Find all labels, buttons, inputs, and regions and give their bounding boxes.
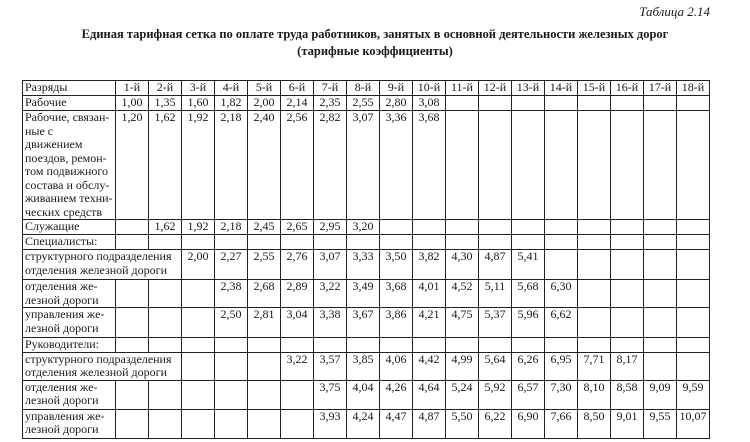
- value-cell: [677, 250, 710, 280]
- value-cell: 1,92: [182, 111, 215, 220]
- value-cell: [644, 250, 677, 280]
- tariff-table: [22, 80, 710, 439]
- column-header: 15-й: [578, 81, 611, 96]
- empty-cell: [149, 338, 182, 353]
- header-row: [23, 81, 710, 96]
- column-header: 4-й: [215, 81, 248, 96]
- value-cell: 3,33: [347, 250, 380, 280]
- empty-cell: [677, 338, 710, 353]
- empty-cell: [182, 235, 215, 250]
- value-cell: 2,45: [248, 220, 281, 235]
- column-header: 18-й: [677, 81, 710, 96]
- value-cell: [677, 220, 710, 235]
- value-cell: 3,49: [347, 280, 380, 308]
- value-cell: 2,00: [248, 96, 281, 111]
- value-cell: [149, 308, 182, 338]
- column-header: 9-й: [380, 81, 413, 96]
- value-cell: [611, 308, 644, 338]
- row-label: Рабочие: [23, 96, 116, 111]
- value-cell: [281, 409, 314, 438]
- value-cell: 3,85: [347, 352, 380, 380]
- value-cell: 6,95: [545, 352, 578, 380]
- empty-cell: [578, 235, 611, 250]
- value-cell: 4,01: [413, 280, 446, 308]
- empty-cell: [248, 338, 281, 353]
- value-cell: [644, 111, 677, 220]
- value-cell: [578, 280, 611, 308]
- column-header: 17-й: [644, 81, 677, 96]
- value-cell: [248, 380, 281, 409]
- value-cell: 2,68: [248, 280, 281, 308]
- value-cell: [116, 409, 149, 438]
- value-cell: 2,35: [314, 96, 347, 111]
- column-header: 7-й: [314, 81, 347, 96]
- empty-cell: [116, 235, 149, 250]
- corner-label: Разряды: [23, 81, 116, 96]
- value-cell: 5,41: [512, 250, 545, 280]
- value-cell: 7,66: [545, 409, 578, 438]
- value-cell: 3,93: [314, 409, 347, 438]
- value-cell: [182, 380, 215, 409]
- table-number: Таблица 2.14: [639, 4, 710, 19]
- value-cell: 1,62: [149, 111, 182, 220]
- value-cell: 1,62: [149, 220, 182, 235]
- value-cell: 5,64: [479, 352, 512, 380]
- empty-cell: [413, 338, 446, 353]
- value-cell: 2,82: [314, 111, 347, 220]
- value-cell: 2,38: [215, 280, 248, 308]
- empty-cell: [215, 235, 248, 250]
- value-cell: [149, 280, 182, 308]
- value-cell: 2,81: [248, 308, 281, 338]
- row-label: отделения же-лезной дороги: [23, 380, 116, 409]
- value-cell: 2,00: [182, 250, 215, 280]
- value-cell: 2,55: [347, 96, 380, 111]
- table-row-mgr_structural: [23, 352, 710, 380]
- value-cell: [677, 308, 710, 338]
- empty-cell: [281, 235, 314, 250]
- column-header: 11-й: [446, 81, 479, 96]
- value-cell: 4,99: [446, 352, 479, 380]
- empty-cell: [248, 235, 281, 250]
- value-cell: 2,89: [281, 280, 314, 308]
- value-cell: [644, 280, 677, 308]
- value-cell: 10,07: [677, 409, 710, 438]
- value-cell: 9,59: [677, 380, 710, 409]
- value-cell: [578, 220, 611, 235]
- value-cell: [182, 352, 215, 380]
- value-cell: [116, 380, 149, 409]
- value-cell: 3,07: [314, 250, 347, 280]
- value-cell: 1,60: [182, 96, 215, 111]
- value-cell: 8,10: [578, 380, 611, 409]
- value-cell: 6,90: [512, 409, 545, 438]
- value-cell: [380, 220, 413, 235]
- value-cell: 3,67: [347, 308, 380, 338]
- value-cell: 2,55: [248, 250, 281, 280]
- value-cell: [545, 111, 578, 220]
- column-header: 10-й: [413, 81, 446, 96]
- value-cell: 2,56: [281, 111, 314, 220]
- empty-cell: [479, 235, 512, 250]
- value-cell: 9,01: [611, 409, 644, 438]
- value-cell: [479, 111, 512, 220]
- value-cell: [182, 308, 215, 338]
- value-cell: [677, 352, 710, 380]
- value-cell: [116, 280, 149, 308]
- value-cell: [281, 380, 314, 409]
- empty-cell: [578, 338, 611, 353]
- value-cell: 2,18: [215, 220, 248, 235]
- value-cell: 3,04: [281, 308, 314, 338]
- value-cell: 4,87: [479, 250, 512, 280]
- empty-cell: [446, 338, 479, 353]
- value-cell: [149, 409, 182, 438]
- empty-cell: [446, 235, 479, 250]
- value-cell: 2,80: [380, 96, 413, 111]
- row-label: Рабочие, связан-ные с движением поездов, ремон-том подвижного состава и обслу-живанием техни-ческих средств: [23, 111, 116, 220]
- value-cell: [446, 96, 479, 111]
- value-cell: 6,30: [545, 280, 578, 308]
- value-cell: 1,20: [116, 111, 149, 220]
- value-cell: [248, 352, 281, 380]
- table-row-mgr_management: [23, 409, 710, 438]
- empty-cell: [413, 235, 446, 250]
- empty-cell: [479, 338, 512, 353]
- value-cell: 6,26: [512, 352, 545, 380]
- column-header: 14-й: [545, 81, 578, 96]
- value-cell: 2,95: [314, 220, 347, 235]
- value-cell: 4,75: [446, 308, 479, 338]
- row-label: Служащие: [23, 220, 116, 235]
- value-cell: 1,92: [182, 220, 215, 235]
- value-cell: 8,50: [578, 409, 611, 438]
- value-cell: 3,22: [314, 280, 347, 308]
- column-header: 8-й: [347, 81, 380, 96]
- column-header: 5-й: [248, 81, 281, 96]
- value-cell: [446, 111, 479, 220]
- value-cell: [215, 380, 248, 409]
- value-cell: 2,50: [215, 308, 248, 338]
- row-label: отделения же-лезной дороги: [23, 280, 116, 308]
- empty-cell: [116, 338, 149, 353]
- value-cell: [512, 96, 545, 111]
- value-cell: 5,68: [512, 280, 545, 308]
- value-cell: 4,47: [380, 409, 413, 438]
- value-cell: 7,71: [578, 352, 611, 380]
- empty-cell: [644, 338, 677, 353]
- value-cell: [182, 280, 215, 308]
- table-row-employees: [23, 220, 710, 235]
- value-cell: 4,87: [413, 409, 446, 438]
- title-line-1: Единая тарифная сетка по оплате труда работников, занятых в основной деятельности железных дорог: [81, 27, 669, 41]
- value-cell: 3,68: [413, 111, 446, 220]
- value-cell: 3,57: [314, 352, 347, 380]
- value-cell: [116, 308, 149, 338]
- table-row-spec_division: [23, 280, 710, 308]
- value-cell: 4,26: [380, 380, 413, 409]
- value-cell: 2,14: [281, 96, 314, 111]
- title-line-2: (тарифные коэффициенты): [297, 44, 453, 58]
- value-cell: 1,35: [149, 96, 182, 111]
- value-cell: 4,21: [413, 308, 446, 338]
- value-cell: [578, 96, 611, 111]
- value-cell: 9,09: [644, 380, 677, 409]
- value-cell: 3,07: [347, 111, 380, 220]
- column-header: 16-й: [611, 81, 644, 96]
- empty-cell: [314, 338, 347, 353]
- value-cell: 4,30: [446, 250, 479, 280]
- value-cell: 9,55: [644, 409, 677, 438]
- empty-cell: [281, 338, 314, 353]
- table-row-workers_traffic: [23, 111, 710, 220]
- value-cell: [677, 280, 710, 308]
- value-cell: [578, 250, 611, 280]
- section-label: Руководители:: [23, 338, 116, 353]
- value-cell: 2,27: [215, 250, 248, 280]
- value-cell: [479, 220, 512, 235]
- value-cell: 5,24: [446, 380, 479, 409]
- value-cell: 4,64: [413, 380, 446, 409]
- value-cell: [644, 220, 677, 235]
- empty-cell: [611, 235, 644, 250]
- value-cell: 1,00: [116, 96, 149, 111]
- value-cell: 3,22: [281, 352, 314, 380]
- value-cell: [479, 96, 512, 111]
- value-cell: 5,92: [479, 380, 512, 409]
- value-cell: [578, 308, 611, 338]
- value-cell: [248, 409, 281, 438]
- row-label: управления же-лезной дороги: [23, 409, 116, 438]
- page-title: [0, 26, 750, 60]
- empty-cell: [512, 338, 545, 353]
- empty-cell: [644, 235, 677, 250]
- value-cell: 4,04: [347, 380, 380, 409]
- value-cell: [116, 220, 149, 235]
- value-cell: 5,50: [446, 409, 479, 438]
- value-cell: 3,82: [413, 250, 446, 280]
- value-cell: 1,82: [215, 96, 248, 111]
- value-cell: 2,65: [281, 220, 314, 235]
- value-cell: 8,58: [611, 380, 644, 409]
- value-cell: 5,11: [479, 280, 512, 308]
- value-cell: [182, 409, 215, 438]
- value-cell: [545, 250, 578, 280]
- empty-cell: [677, 235, 710, 250]
- value-cell: [611, 111, 644, 220]
- value-cell: 4,42: [413, 352, 446, 380]
- value-cell: [149, 380, 182, 409]
- empty-cell: [611, 338, 644, 353]
- empty-cell: [380, 338, 413, 353]
- value-cell: 3,20: [347, 220, 380, 235]
- table-row-workers: [23, 96, 710, 111]
- value-cell: [677, 111, 710, 220]
- value-cell: 2,40: [248, 111, 281, 220]
- value-cell: 2,76: [281, 250, 314, 280]
- value-cell: 4,52: [446, 280, 479, 308]
- empty-cell: [347, 235, 380, 250]
- value-cell: [545, 220, 578, 235]
- value-cell: [611, 250, 644, 280]
- empty-cell: [182, 338, 215, 353]
- row-label: структурного подразделения отделения железной дороги: [23, 352, 182, 380]
- value-cell: 6,57: [512, 380, 545, 409]
- section-label: Специалисты:: [23, 235, 116, 250]
- empty-cell: [347, 338, 380, 353]
- value-cell: [611, 96, 644, 111]
- value-cell: 4,24: [347, 409, 380, 438]
- value-cell: [644, 352, 677, 380]
- empty-cell: [215, 338, 248, 353]
- value-cell: 2,18: [215, 111, 248, 220]
- value-cell: [644, 308, 677, 338]
- value-cell: 6,62: [545, 308, 578, 338]
- column-header: 12-й: [479, 81, 512, 96]
- value-cell: 5,96: [512, 308, 545, 338]
- column-header: 13-й: [512, 81, 545, 96]
- section-managers_header: [23, 338, 710, 353]
- value-cell: 7,30: [545, 380, 578, 409]
- value-cell: 3,86: [380, 308, 413, 338]
- value-cell: [578, 111, 611, 220]
- value-cell: [611, 220, 644, 235]
- value-cell: [611, 280, 644, 308]
- value-cell: 3,08: [413, 96, 446, 111]
- table-row-spec_management: [23, 308, 710, 338]
- table-row-mgr_division: [23, 380, 710, 409]
- value-cell: [446, 220, 479, 235]
- value-cell: [215, 352, 248, 380]
- empty-cell: [314, 235, 347, 250]
- value-cell: [512, 220, 545, 235]
- empty-cell: [545, 235, 578, 250]
- row-label: управления же-лезной дороги: [23, 308, 116, 338]
- empty-cell: [512, 235, 545, 250]
- column-header: 3-й: [182, 81, 215, 96]
- empty-cell: [380, 235, 413, 250]
- value-cell: [545, 96, 578, 111]
- value-cell: 6,22: [479, 409, 512, 438]
- value-cell: 5,37: [479, 308, 512, 338]
- value-cell: [413, 220, 446, 235]
- empty-cell: [149, 235, 182, 250]
- value-cell: [512, 111, 545, 220]
- value-cell: [677, 96, 710, 111]
- empty-cell: [545, 338, 578, 353]
- value-cell: 3,75: [314, 380, 347, 409]
- table-row-spec_structural: [23, 250, 710, 280]
- section-specialists_header: [23, 235, 710, 250]
- value-cell: 3,38: [314, 308, 347, 338]
- value-cell: 4,06: [380, 352, 413, 380]
- value-cell: 3,36: [380, 111, 413, 220]
- column-header: 2-й: [149, 81, 182, 96]
- value-cell: 3,50: [380, 250, 413, 280]
- column-header: 6-й: [281, 81, 314, 96]
- row-label: структурного подразделения отделения железной дороги: [23, 250, 182, 280]
- column-header: 1-й: [116, 81, 149, 96]
- value-cell: 3,68: [380, 280, 413, 308]
- value-cell: [215, 409, 248, 438]
- value-cell: [644, 96, 677, 111]
- value-cell: 8,17: [611, 352, 644, 380]
